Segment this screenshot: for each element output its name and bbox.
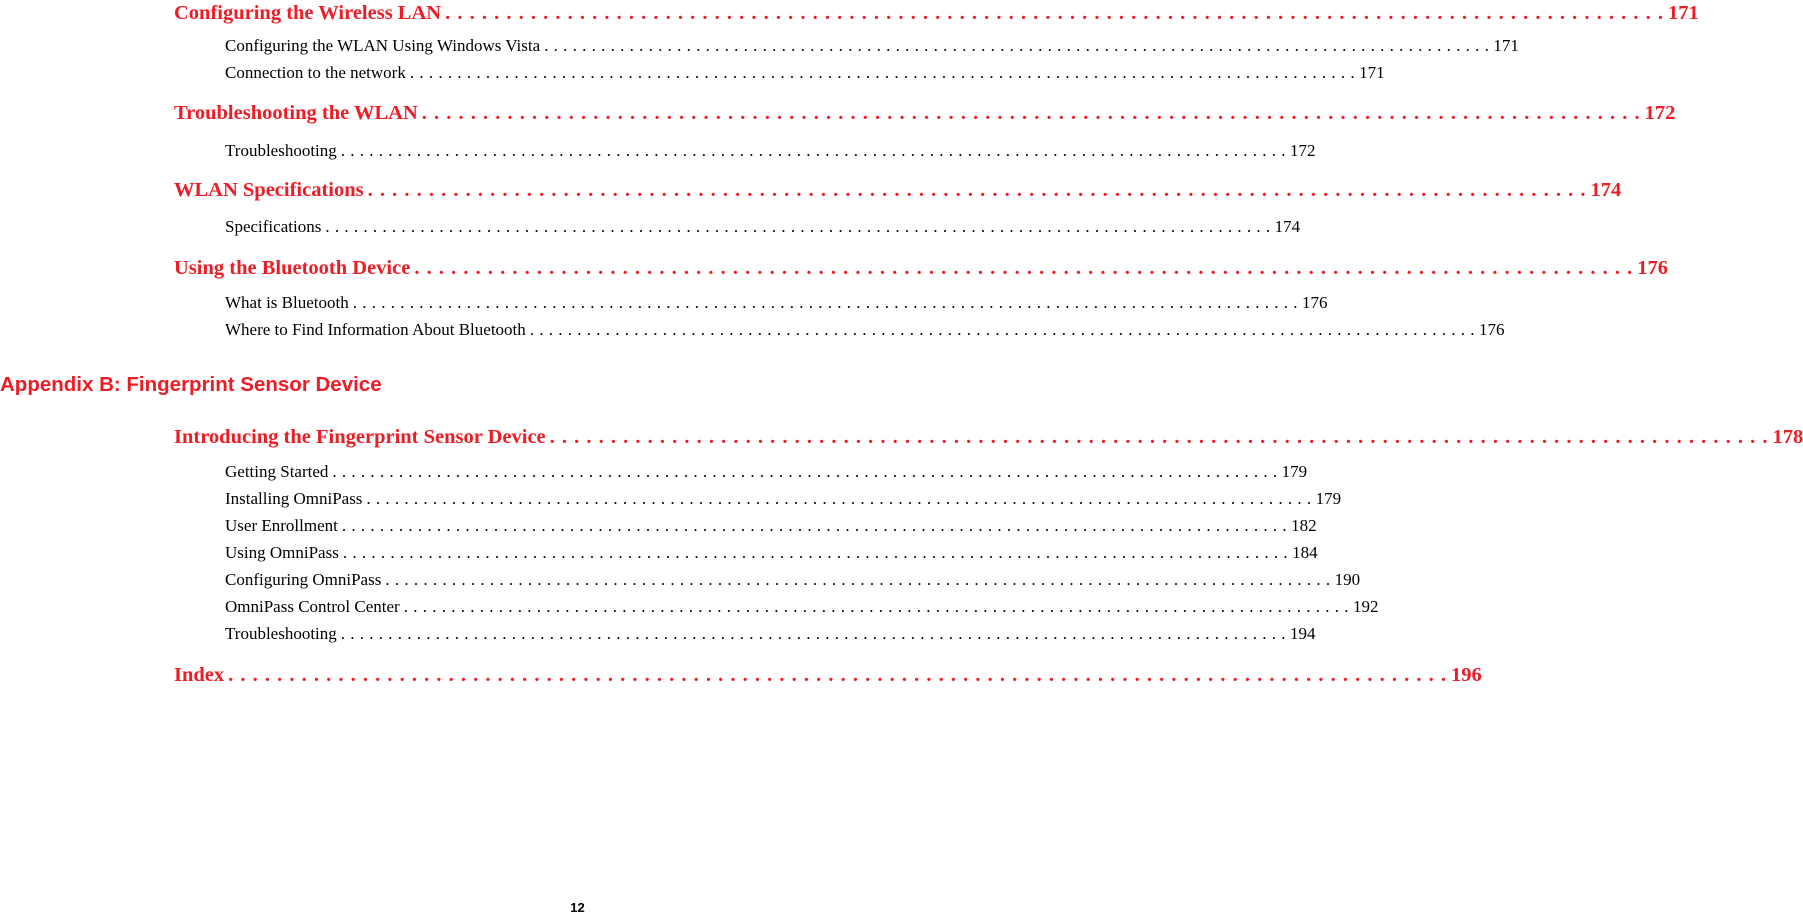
dot-leader: . . . . . . . . . . . . . . . . . . . . . . . . . . . . . . . . . . . . . . . . . . . . . . . . . . . . . . . . . . . . . . . . . . . . . . . . . . . . . . . . . . . . . . . . . . . . . . . . . . . . [409,63,1356,82]
toc-subentry-title: Connection to the network [225,63,406,82]
dot-leader: . . . . . . . . . . . . . . . . . . . . . . . . . . . . . . . . . . . . . . . . . . . . . . . . . . . . . . . . . . . . . . . . . . . . . . . . . . . . . . . . . . . . . . . . . . . . . . . . . . . . [544,36,1490,55]
toc-subentry-installing-omnipass[interactable] [225,488,1342,510]
toc-entry-index[interactable] [174,662,1482,688]
dot-leader: . . . . . . . . . . . . . . . . . . . . . . . . . . . . . . . . . . . . . . . . . . . . . . . . . . . . . . . . . . . . . . . . . . . . . . . . . . . . . . . . . . . . . . . . . . . . . . . . . . . . [340,624,1287,643]
toc-subentry-title: What is Bluetooth [225,293,349,312]
dot-leader: . . . . . . . . . . . . . . . . . . . . . . . . . . . . . . . . . . . . . . . . . . . . . . . . . . . . . . . . . . . . . . . . . . . . . . . . . . . . . . . . . . . . . . . . . . . . . . . . . . . . [414,257,1634,279]
toc-subentry-getting-started[interactable] [225,461,1308,483]
toc-subentry-connection-network[interactable] [225,62,1385,84]
dot-leader: . . . . . . . . . . . . . . . . . . . . . . . . . . . . . . . . . . . . . . . . . . . . . . . . . . . . . . . . . . . . . . . . . . . . . . . . . . . . . . . . . . . . . . . . . . . . . . . . . . . . [342,543,1289,562]
dot-leader: . . . . . . . . . . . . . . . . . . . . . . . . . . . . . . . . . . . . . . . . . . . . . . . . . . . . . . . . . . . . . . . . . . . . . . . . . . . . . . . . . . . . . . . . . . . . . . . . . . . . [385,570,1331,589]
toc-entry-title: WLAN Specifications [174,179,364,201]
toc-subentry-troubleshooting[interactable] [225,140,1316,162]
toc-entry-title: Introducing the Fingerprint Sensor Device [174,426,546,448]
toc-entry-title: Troubleshooting the WLAN [174,102,418,124]
toc-subentry-what-is-bluetooth[interactable] [225,292,1328,314]
toc-subentry-specifications[interactable] [225,216,1301,238]
toc-subentry-page: 176 [1301,293,1328,312]
toc-entry-page: 196 [1451,664,1482,686]
toc-subentry-page: 171 [1359,63,1385,82]
toc-subentry-title: Using OmniPass [225,543,339,562]
toc-subentry-using-omnipass[interactable] [225,542,1318,564]
dot-leader: . . . . . . . . . . . . . . . . . . . . . . . . . . . . . . . . . . . . . . . . . . . . . . . . . . . . . . . . . . . . . . . . . . . . . . . . . . . . . . . . . . . . . . . . . . . . . . . . . . . . [421,102,1641,124]
toc-subentry-page: 171 [1493,36,1519,55]
toc-subentry-where-find-bluetooth[interactable] [225,319,1505,341]
dot-leader: . . . . . . . . . . . . . . . . . . . . . . . . . . . . . . . . . . . . . . . . . . . . . . . . . . . . . . . . . . . . . . . . . . . . . . . . . . . . . . . . . . . . . . . . . . . . . . . . . . . . [325,217,1271,236]
toc-subentry-configuring-omnipass[interactable] [225,569,1361,591]
toc-entry-page: 171 [1667,2,1699,24]
toc-subentry-page: 194 [1290,624,1316,643]
toc-subentry-page: 172 [1290,141,1316,160]
toc-subentry-title: OmniPass Control Center [225,597,400,616]
toc-subentry-configuring-wlan-vista[interactable] [225,35,1519,57]
dot-leader: . . . . . . . . . . . . . . . . . . . . . . . . . . . . . . . . . . . . . . . . . . . . . . . . . . . . . . . . . . . . . . . . . . . . . . . . . . . . . . . . . . . . . . . . . . . . . . . . . . . . [367,179,1587,201]
toc-subentry-page: 174 [1274,217,1301,236]
toc-subentry-omnipass-control-center[interactable] [225,596,1379,618]
page-number: 12 [570,900,585,915]
toc-entry-title: Using the Bluetooth Device [174,257,411,279]
page-number-footer [0,900,935,916]
dot-leader: . . . . . . . . . . . . . . . . . . . . . . . . . . . . . . . . . . . . . . . . . . . . . . . . . . . . . . . . . . . . . . . . . . . . . . . . . . . . . . . . . . . . . . . . . . . . . . . . . . . . [366,489,1312,508]
toc-subentry-page: 184 [1292,543,1318,562]
toc-subentry-title: Troubleshooting [225,141,337,160]
dot-leader: . . . . . . . . . . . . . . . . . . . . . . . . . . . . . . . . . . . . . . . . . . . . . . . . . . . . . . . . . . . . . . . . . . . . . . . . . . . . . . . . . . . . . . . . . . . . . . . . . . . . [445,2,1664,24]
toc-entry-configuring-wireless-lan[interactable] [174,0,1699,26]
dot-leader: . . . . . . . . . . . . . . . . . . . . . . . . . . . . . . . . . . . . . . . . . . . . . . . . . . . . . . . . . . . . . . . . . . . . . . . . . . . . . . . . . . . . . . . . . . . . . . . . . . . . [341,516,1288,535]
toc-subentry-page: 182 [1291,516,1317,535]
toc-subentry-troubleshooting-omnipass[interactable] [225,623,1316,645]
toc-entry-page: 178 [1772,426,1803,448]
toc-subentry-page: 192 [1352,597,1379,616]
toc-subentry-page: 176 [1479,320,1505,339]
toc-subentry-user-enrollment[interactable] [225,515,1317,537]
toc-entry-page: 174 [1590,179,1622,201]
dot-leader: . . . . . . . . . . . . . . . . . . . . . . . . . . . . . . . . . . . . . . . . . . . . . . . . . . . . . . . . . . . . . . . . . . . . . . . . . . . . . . . . . . . . . . . . . . . . . . . . . . . . [332,462,1278,481]
dot-leader: . . . . . . . . . . . . . . . . . . . . . . . . . . . . . . . . . . . . . . . . . . . . . . . . . . . . . . . . . . . . . . . . . . . . . . . . . . . . . . . . . . . . . . . . . . . . . . . . . . . . [529,320,1476,339]
toc-subentry-page: 179 [1315,489,1342,508]
dot-leader: . . . . . . . . . . . . . . . . . . . . . . . . . . . . . . . . . . . . . . . . . . . . . . . . . . . . . . . . . . . . . . . . . . . . . . . . . . . . . . . . . . . . . . . . . . . . . . . . . . . . [340,141,1287,160]
toc-subentry-title: Configuring the WLAN Using Windows Vista [225,36,541,55]
toc-entry-title: Configuring the Wireless LAN [174,2,442,24]
toc-subentry-title: Specifications [225,217,322,236]
dot-leader: . . . . . . . . . . . . . . . . . . . . . . . . . . . . . . . . . . . . . . . . . . . . . . . . . . . . . . . . . . . . . . . . . . . . . . . . . . . . . . . . . . . . . . . . . . . . . . . . . . . . [228,664,1448,686]
toc-entry-page: 172 [1644,102,1676,124]
toc-subentry-title: Configuring OmniPass [225,570,382,589]
toc-subentry-title: User Enrollment [225,516,338,535]
toc-entry-bluetooth-device[interactable] [174,255,1668,281]
toc-subentry-title: Troubleshooting [225,624,337,643]
toc-subentry-title: Getting Started [225,462,329,481]
appendix-heading: Appendix B: Fingerprint Sensor Device [0,373,382,396]
toc-entry-wlan-specifications[interactable] [174,177,1622,203]
dot-leader: . . . . . . . . . . . . . . . . . . . . . . . . . . . . . . . . . . . . . . . . . . . . . . . . . . . . . . . . . . . . . . . . . . . . . . . . . . . . . . . . . . . . . . . . . . . . . . . . . . . . [549,426,1769,448]
toc-entry-title: Index [174,664,225,686]
dot-leader: . . . . . . . . . . . . . . . . . . . . . . . . . . . . . . . . . . . . . . . . . . . . . . . . . . . . . . . . . . . . . . . . . . . . . . . . . . . . . . . . . . . . . . . . . . . . . . . . . . . . [403,597,1349,616]
toc-entry-troubleshooting-wlan[interactable] [174,100,1676,126]
toc-subentry-page: 179 [1281,462,1308,481]
toc-subentry-title: Installing OmniPass [225,489,363,508]
dot-leader: . . . . . . . . . . . . . . . . . . . . . . . . . . . . . . . . . . . . . . . . . . . . . . . . . . . . . . . . . . . . . . . . . . . . . . . . . . . . . . . . . . . . . . . . . . . . . . . . . . . . [352,293,1298,312]
toc-entry-fingerprint-sensor[interactable] [174,424,1803,450]
toc-subentry-page: 190 [1334,570,1361,589]
toc-subentry-title: Where to Find Information About Bluetooth [225,320,526,339]
toc-entry-page: 176 [1637,257,1668,279]
